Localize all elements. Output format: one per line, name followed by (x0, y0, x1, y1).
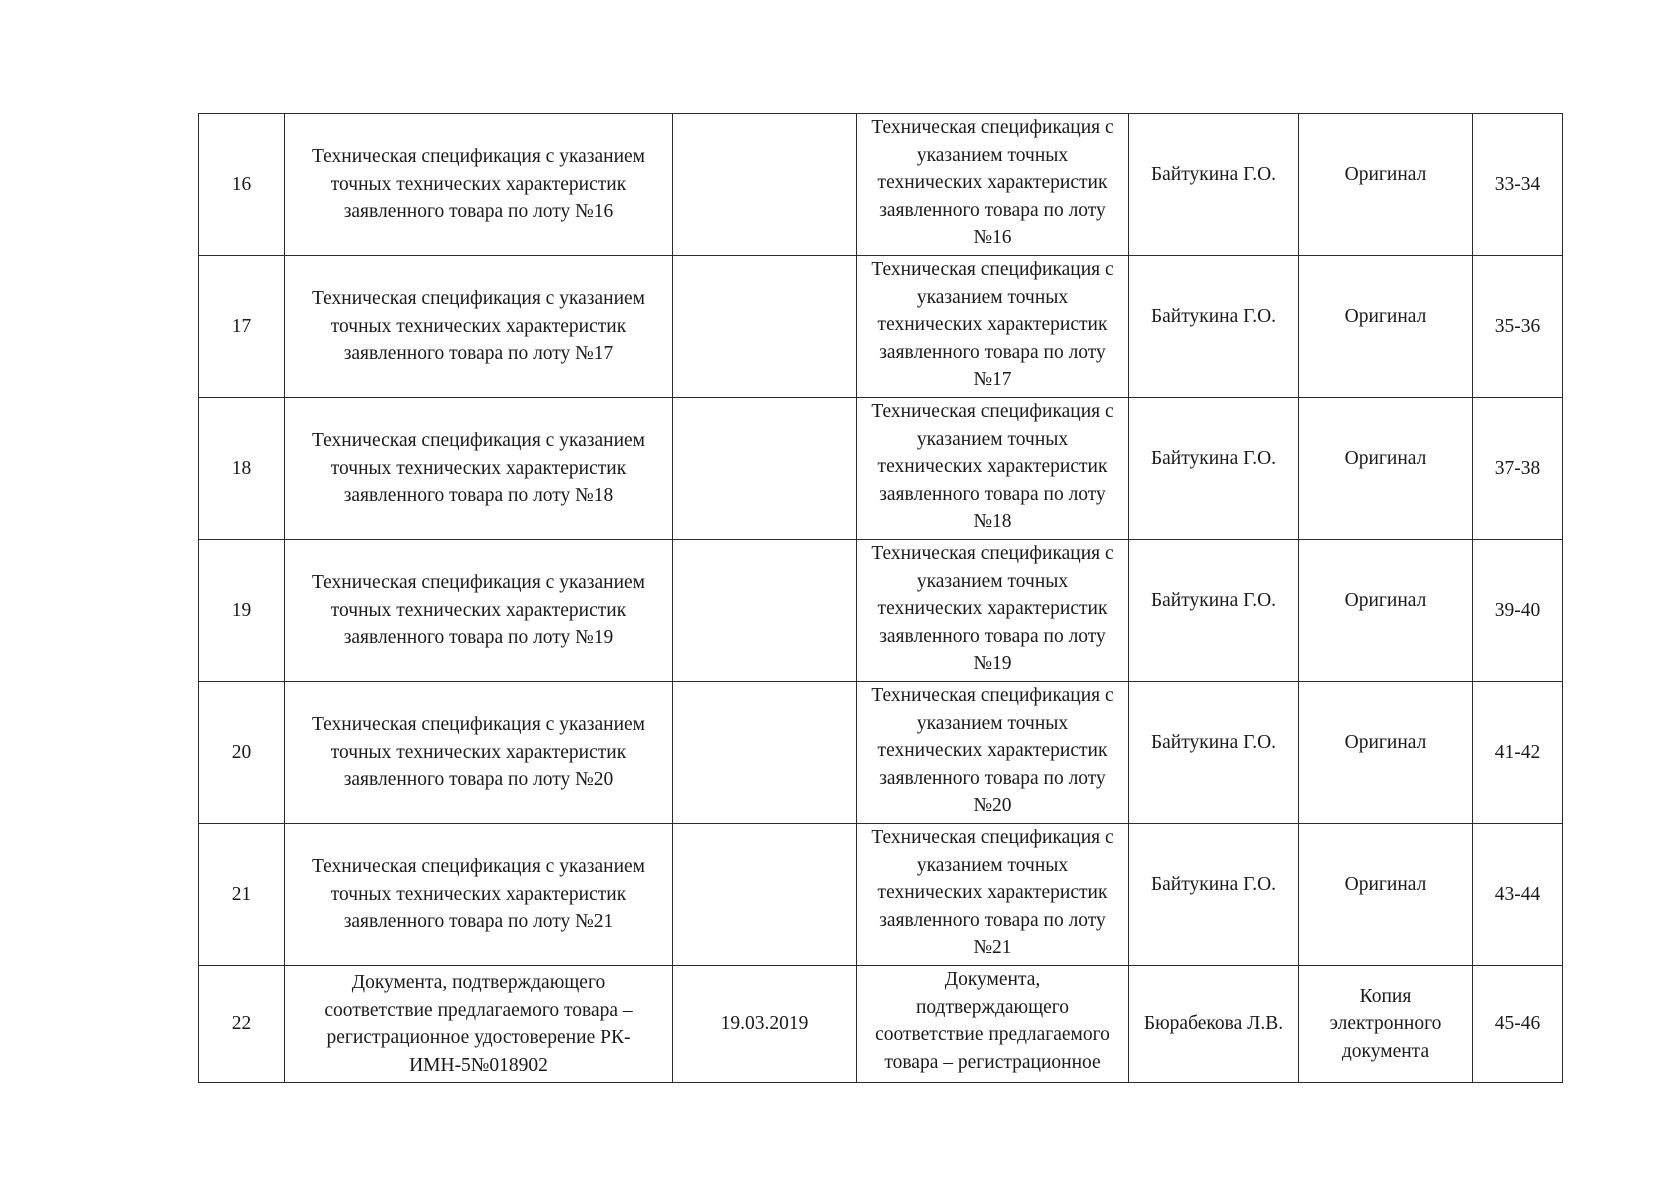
document-title-cell (857, 256, 1129, 398)
pages-cell (1473, 540, 1563, 682)
document-title-line: технических характеристик (877, 314, 1108, 335)
table-row (199, 114, 1563, 256)
table-row (199, 256, 1563, 398)
table-row (199, 682, 1563, 824)
row-number-cell (199, 966, 285, 1083)
document-name-line: заявленного товара по лоту №16 (343, 201, 614, 223)
document-title-cell (857, 540, 1129, 682)
document-form-cell (1299, 966, 1473, 1083)
document-form: Оригинал (1344, 731, 1427, 753)
document-title-line: подтверждающего (915, 996, 1070, 1018)
document-name-line: точных технических характеристик (330, 315, 627, 337)
document-form: Оригинал (1344, 305, 1427, 327)
page-range: 39-40 (1494, 599, 1541, 621)
document-date-cell (673, 114, 857, 256)
pages-cell (1473, 114, 1563, 256)
document-form-line: документа (1341, 1040, 1430, 1062)
signer-cell (1129, 398, 1299, 540)
row-number: 19 (231, 599, 252, 621)
document-title-line: указанием точных (916, 570, 1069, 592)
document-form: Оригинал (1344, 873, 1427, 895)
row-number-cell (199, 114, 285, 256)
signer-cell (1129, 966, 1299, 1083)
signer-name: Байтукина Г.О. (1150, 589, 1277, 611)
document-name-line: Документа, подтверждающего (351, 972, 606, 993)
document-title-line: указанием точных (916, 854, 1069, 876)
document-name-cell (285, 682, 673, 824)
document-title-line: Техническая спецификация с (871, 827, 1114, 848)
signer-name: Байтукина Г.О. (1150, 731, 1277, 753)
document-name-line: точных технических характеристик (330, 883, 627, 905)
document-name-cell (285, 540, 673, 682)
page-range: 45-46 (1494, 1013, 1541, 1035)
document-name-line: заявленного товара по лоту №21 (343, 911, 614, 933)
document-title-line: технических характеристик (877, 740, 1108, 761)
document-name-line: Техническая спецификация с указанием (311, 572, 646, 594)
document-name-line: заявленного товара по лоту №17 (343, 343, 614, 365)
document-title-cell (857, 114, 1129, 256)
document-form-cell (1299, 398, 1473, 540)
document-form-cell (1299, 682, 1473, 824)
signer-name: Байтукина Г.О. (1150, 305, 1277, 327)
document-name-line: регистрационное удостоверение РК- (326, 1027, 631, 1048)
document-name-cell (285, 114, 673, 256)
row-number: 21 (231, 883, 252, 905)
document-title-cell (857, 966, 1129, 1083)
document-title-line: №18 (973, 511, 1012, 532)
document-name-line: точных технических характеристик (330, 173, 627, 195)
signer-cell (1129, 682, 1299, 824)
document-form-cell (1299, 256, 1473, 398)
pages-cell (1473, 966, 1563, 1083)
row-number: 18 (231, 457, 252, 479)
document-date-cell (673, 256, 857, 398)
document-name-line: Техническая спецификация с указанием (311, 856, 646, 878)
row-number: 17 (231, 315, 252, 337)
document-form-cell (1299, 540, 1473, 682)
document-form-cell (1299, 114, 1473, 256)
document-title-line: заявленного товара по лоту (879, 199, 1106, 221)
document-title-line: Техническая спецификация с (871, 685, 1114, 706)
row-number: 22 (231, 1013, 252, 1035)
table-row (199, 966, 1563, 1083)
document-form-line: Копия (1359, 985, 1412, 1007)
signer-cell (1129, 540, 1299, 682)
table-row (199, 824, 1563, 966)
pages-cell (1473, 682, 1563, 824)
signer-cell (1129, 256, 1299, 398)
document-form: Оригинал (1344, 447, 1427, 469)
document-title-line: заявленного товара по лоту (879, 909, 1106, 931)
document-date: 19.03.2019 (720, 1013, 809, 1035)
document-name-line: точных технических характеристик (330, 457, 627, 479)
signer-name: Байтукина Г.О. (1150, 447, 1277, 469)
document-name-line: соответствие предлагаемого товара – (324, 999, 633, 1021)
document-title-line: технических характеристик (877, 172, 1108, 193)
document-title-line: заявленного товара по лоту (879, 625, 1106, 647)
document-name-cell (285, 824, 673, 966)
table-row (199, 540, 1563, 682)
document-title-line: указанием точных (916, 712, 1069, 734)
document-title-cell (857, 398, 1129, 540)
page-range: 33-34 (1494, 173, 1541, 195)
document-title-line: №17 (973, 369, 1012, 390)
document-form-cell (1299, 824, 1473, 966)
document-name-line: точных технических характеристик (330, 599, 627, 621)
document-name-line: ИМН-5№018902 (409, 1054, 548, 1076)
document-name-line: заявленного товара по лоту №18 (343, 485, 614, 507)
document-title-line: указанием точных (916, 286, 1069, 308)
document-name-cell (285, 256, 673, 398)
page-range: 41-42 (1494, 741, 1541, 763)
document-name-line: Техническая спецификация с указанием (311, 430, 646, 452)
row-number-cell (199, 256, 285, 398)
document-title-line: технических характеристик (877, 598, 1108, 619)
document-title-line: заявленного товара по лоту (879, 341, 1106, 363)
document-title-line: технических характеристик (877, 882, 1108, 903)
document-title-line: указанием точных (916, 144, 1069, 166)
document-form-line: электронного (1329, 1013, 1442, 1035)
row-number-cell (199, 682, 285, 824)
document-title-line: заявленного товара по лоту (879, 483, 1106, 505)
row-number-cell (199, 540, 285, 682)
signer-cell (1129, 114, 1299, 256)
document-title-line: №21 (973, 937, 1012, 958)
document-name-line: заявленного товара по лоту №19 (343, 627, 614, 649)
table-row (199, 398, 1563, 540)
document-title-line: Техническая спецификация с (871, 543, 1114, 564)
signer-cell (1129, 824, 1299, 966)
page-range: 37-38 (1494, 457, 1541, 479)
pages-cell (1473, 256, 1563, 398)
document-name-cell (285, 966, 673, 1083)
row-number: 20 (231, 741, 252, 763)
document-title-line: соответствие предлагаемого (875, 1024, 1110, 1045)
document-title-line: Техническая спецификация с (871, 117, 1114, 138)
pages-cell (1473, 824, 1563, 966)
signer-name: Байтукина Г.О. (1150, 873, 1277, 895)
document-name-line: Техническая спецификация с указанием (311, 714, 646, 736)
document-name-line: заявленного товара по лоту №20 (343, 769, 614, 791)
row-number-cell (199, 398, 285, 540)
document-title-line: Техническая спецификация с (871, 259, 1114, 280)
document-name-line: Техническая спецификация с указанием (311, 146, 646, 168)
row-number-cell (199, 824, 285, 966)
document-date-cell (673, 824, 857, 966)
document-title-cell (857, 824, 1129, 966)
signer-name: Байтукина Г.О. (1150, 163, 1277, 185)
document-name-cell (285, 398, 673, 540)
document-title-line: №20 (973, 795, 1012, 816)
document-title-line: технических характеристик (877, 456, 1108, 477)
document-title-line: товара – регистрационное (884, 1051, 1101, 1073)
pages-cell (1473, 398, 1563, 540)
document-date-cell (673, 966, 857, 1083)
document-name-line: Техническая спецификация с указанием (311, 288, 646, 310)
document-form: Оригинал (1344, 589, 1427, 611)
table-body (199, 114, 1563, 1083)
document-name-line: точных технических характеристик (330, 741, 627, 763)
page-range: 35-36 (1494, 315, 1541, 337)
document-title-line: №16 (973, 227, 1012, 248)
document-title-line: указанием точных (916, 428, 1069, 450)
document-title-line: Техническая спецификация с (871, 401, 1114, 422)
document-date-cell (673, 540, 857, 682)
document-date-cell (673, 398, 857, 540)
document-title-line: Документа, (944, 969, 1041, 990)
document-title-line: №19 (973, 653, 1012, 674)
document-title-line: заявленного товара по лоту (879, 767, 1106, 789)
document-title-cell (857, 682, 1129, 824)
signer-name: Бюрабекова Л.В. (1143, 1013, 1284, 1035)
page-range: 43-44 (1494, 883, 1541, 905)
row-number: 16 (231, 173, 252, 195)
document-register-table (198, 113, 1563, 1083)
document-form: Оригинал (1344, 163, 1427, 185)
document-date-cell (673, 682, 857, 824)
